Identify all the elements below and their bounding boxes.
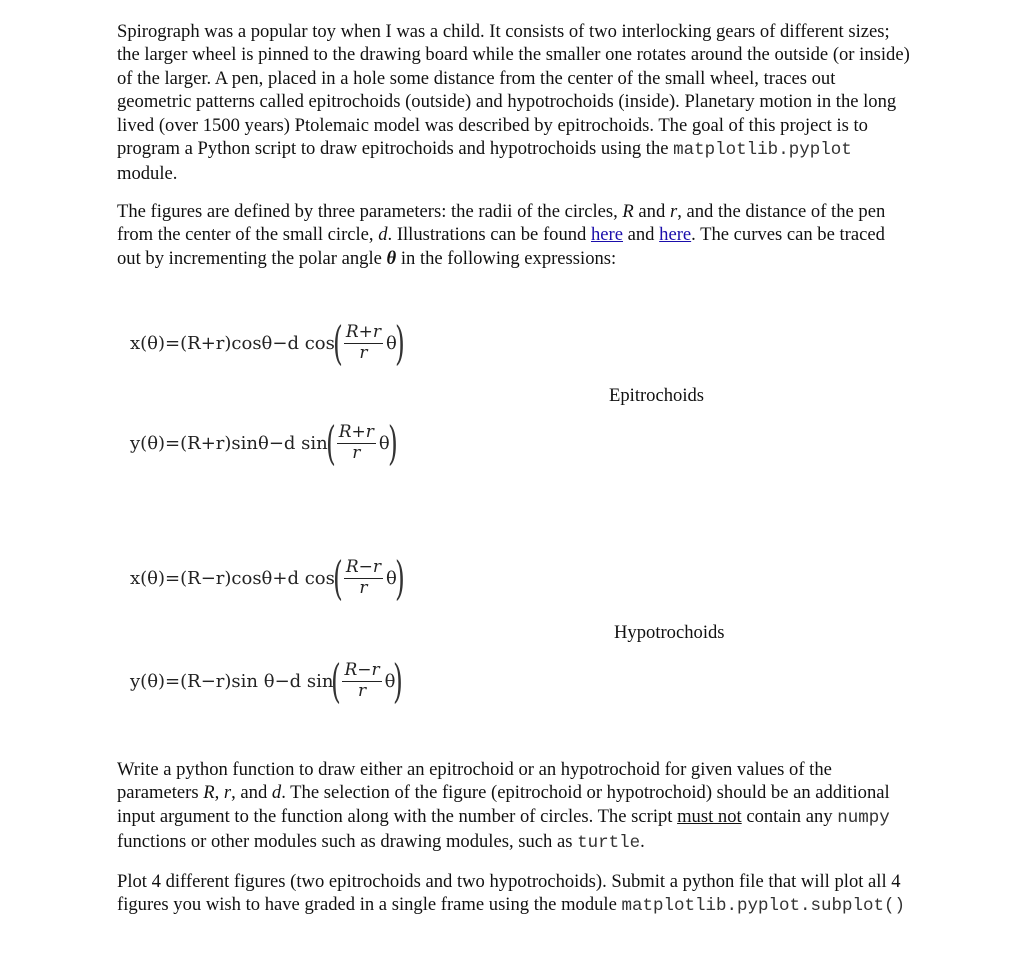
var-d: d	[271, 782, 282, 804]
equation-hypo-x	[130, 551, 405, 605]
fraction-denominator: r	[359, 343, 368, 363]
illustration-link-1[interactable]: here	[590, 224, 623, 246]
params-text: . Illustrations can be found	[387, 224, 591, 246]
var-R: R	[203, 782, 215, 804]
params-text: and	[622, 224, 660, 246]
equation-arg: θ	[386, 567, 397, 589]
equation-arg: θ	[384, 670, 396, 692]
emphasis-must-not: must not	[677, 805, 742, 827]
equation-lhs: x(θ)=(R+r)cosθ−d cos	[130, 332, 335, 354]
fraction-denominator: r	[352, 443, 361, 463]
equation-epi-y	[130, 416, 398, 470]
intro-text: Spirograph was a popular toy when I was a child. It consists of two interlocking gears of different sizes; the larger wheel is pinned to the drawing board while the smaller one rotates around the outside (or inside) of the larger. A pen, placed in a hole some distance from the center of the small wheel, traces out geometric patterns called epitrochoids (outside) and hypotrochoids (inside). Planetary motion in the long lived (over 1500 years) Ptolemaic model was described by epitrochoids. The goal of this project is to program a Python script to draw epitrochoids and hypotrochoids using the	[117, 21, 910, 160]
task-text: Write a python function to draw either an epitrochoid or an hypotrochoid for given values of the parameters	[117, 759, 832, 804]
inline-code-subplot: matplotlib.pyplot.subplot()	[621, 896, 906, 917]
plot-text: Plot 4 different figures (two epitrochoids and two hypotrochoids). Submit a python file that will plot all 4 figures you wish to have graded in a single frame using the module	[117, 870, 901, 916]
var-R: R	[622, 200, 634, 222]
task-paragraph	[117, 758, 912, 856]
task-text: , and	[231, 782, 272, 804]
var-d: d	[378, 224, 388, 246]
plot-paragraph	[117, 870, 912, 919]
epitrochoids-label: Epitrochoids	[609, 385, 705, 406]
equation-lhs: x(θ)=(R−r)cosθ+d cos	[130, 567, 335, 589]
equation-arg: θ	[386, 332, 397, 354]
task-text: functions or other modules such as drawing modules, such as	[117, 831, 578, 853]
fraction-numerator: R+r	[338, 422, 374, 442]
fraction-numerator: R+r	[345, 322, 381, 342]
illustration-link-2[interactable]: here	[659, 224, 692, 246]
left-paren: (	[331, 654, 342, 708]
left-paren: (	[325, 416, 336, 470]
params-text: and	[633, 200, 670, 222]
left-paren: (	[332, 316, 343, 370]
fraction	[342, 661, 381, 701]
inline-code: matplotlib.pyplot	[673, 140, 852, 161]
fraction	[337, 423, 376, 463]
document-body	[117, 20, 912, 270]
equation-epi-x	[130, 316, 405, 370]
params-text: in the following expressions:	[396, 247, 617, 269]
params-text: , and the distance of the pen from the center of the small circle,	[117, 200, 886, 246]
task-section	[117, 758, 912, 918]
fraction-numerator: R−r	[345, 557, 381, 577]
equation-arg: θ	[378, 432, 390, 454]
right-paren: )	[394, 551, 405, 605]
right-paren: )	[394, 316, 405, 370]
left-paren: (	[332, 551, 343, 605]
intro-text-end: module.	[117, 163, 178, 185]
hypotrochoids-label: Hypotrochoids	[614, 622, 725, 643]
parameters-paragraph	[117, 200, 912, 270]
right-paren: )	[393, 654, 404, 708]
right-paren: )	[387, 416, 398, 470]
equation-lhs: y(θ)=(R−r)sin θ−d sin	[130, 670, 334, 692]
fraction-denominator: r	[359, 578, 368, 598]
task-text: . The selection of the figure (epitrochoid or hypotrochoid) should be an additional input argument to the function along with the number of circles. The script	[117, 782, 890, 827]
fraction	[344, 558, 383, 598]
var-theta: θ	[386, 247, 397, 269]
inline-code-turtle: turtle	[577, 833, 641, 854]
var-r: r	[669, 200, 678, 222]
task-text: .	[640, 831, 645, 853]
fraction	[344, 323, 383, 363]
params-text: The figures are defined by three parameters: the radii of the circles,	[117, 200, 623, 222]
fraction-denominator: r	[357, 681, 367, 701]
params-text: . The curves can be traced out by incrementing the polar angle	[117, 224, 885, 269]
var-r: r	[223, 782, 232, 804]
intro-paragraph	[117, 20, 912, 186]
equation-lhs: y(θ)=(R+r)sinθ−d sin	[130, 432, 328, 454]
task-text: ,	[214, 782, 224, 804]
task-text: contain any	[741, 805, 838, 827]
equation-hypo-y	[130, 654, 404, 708]
inline-code-numpy: numpy	[837, 807, 890, 828]
fraction-numerator: R−r	[344, 660, 380, 680]
